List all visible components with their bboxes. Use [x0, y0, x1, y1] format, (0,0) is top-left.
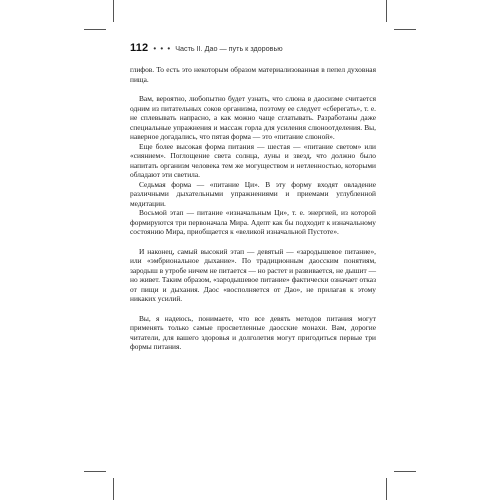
crop-mark-bottom-left-v	[113, 478, 114, 500]
crop-mark-top-left-h	[84, 29, 106, 30]
paragraph-7: Вы, я надеюсь, понимаете, что все девять методов питания могут применять только самые просветленные даосские монахи. Вам, дорогие читатели, для вашего здоровья и долголетия могут пригодиться первые три формы питания.	[130, 313, 376, 351]
crop-mark-bottom-left-h	[84, 471, 106, 472]
crop-mark-top-right-h	[394, 29, 416, 30]
paragraph-3: Еще более высокая форма питания — шестая — «питание светом» или «сиянием». Поглощение света солнца, луны и звезд, что должно было напитать организм человека тем же могуществом и нетленностью, которыми обладают эти светила.	[130, 141, 376, 179]
paragraph-2: Вам, вероятно, любопытно будет узнать, что слюна в даосизме считается одним из питательных соков организма, поэтому ее следует «сберегать», т. е. не сплевывать напрасно, а как можно чаще сглатывать. Разработаны даже специальные упражнения и массаж горла для усиления слюноотделения. Вы, наверное догадались, что пятая форма — это «питание слюной».	[130, 94, 376, 141]
body-text	[130, 65, 376, 352]
page-number: 112	[130, 42, 149, 54]
paragraph-1: глифов. То есть это некоторым образом материализованная в пепел духовная пища.	[130, 65, 376, 84]
crop-mark-bottom-right-h	[394, 471, 416, 472]
crop-mark-bottom-right-v	[386, 478, 387, 500]
paragraph-6: И наконец, самый высокий этап — девятый — «зародышевое питание», или «эмбриональное дыхание». По традиционным даосским понятиям, зародыш в утробе ничем не питается — но растет и развивается, не дышит — но живет. Таким образом, «зародышевое питание» фактически означает отказ от пищи и дыхания. Даос «восполняется от Дао», не прилагая к этому никаких усилий.	[130, 246, 376, 303]
header-dots: • • •	[153, 43, 172, 53]
paragraph-5: Восьмой этап — питание «изначальным Ци», т. е. энергией, из которой формируются три первоначала Мира. Адепт как бы подходит к изначальному состоянию Мира, приобщается к «великой изначальной Пустоте».	[130, 208, 376, 236]
crop-mark-top-left-v	[113, 0, 114, 22]
running-header	[130, 40, 376, 56]
paragraph-4: Седьмая форма — «питание Ци». В эту форму входят овладение различными дыхательными упражнениями и приемами углубленной медитации.	[130, 179, 376, 208]
crop-mark-top-right-v	[386, 0, 387, 22]
running-title: Часть II. Дао — путь к здоровью	[175, 43, 283, 53]
book-page	[130, 40, 376, 352]
